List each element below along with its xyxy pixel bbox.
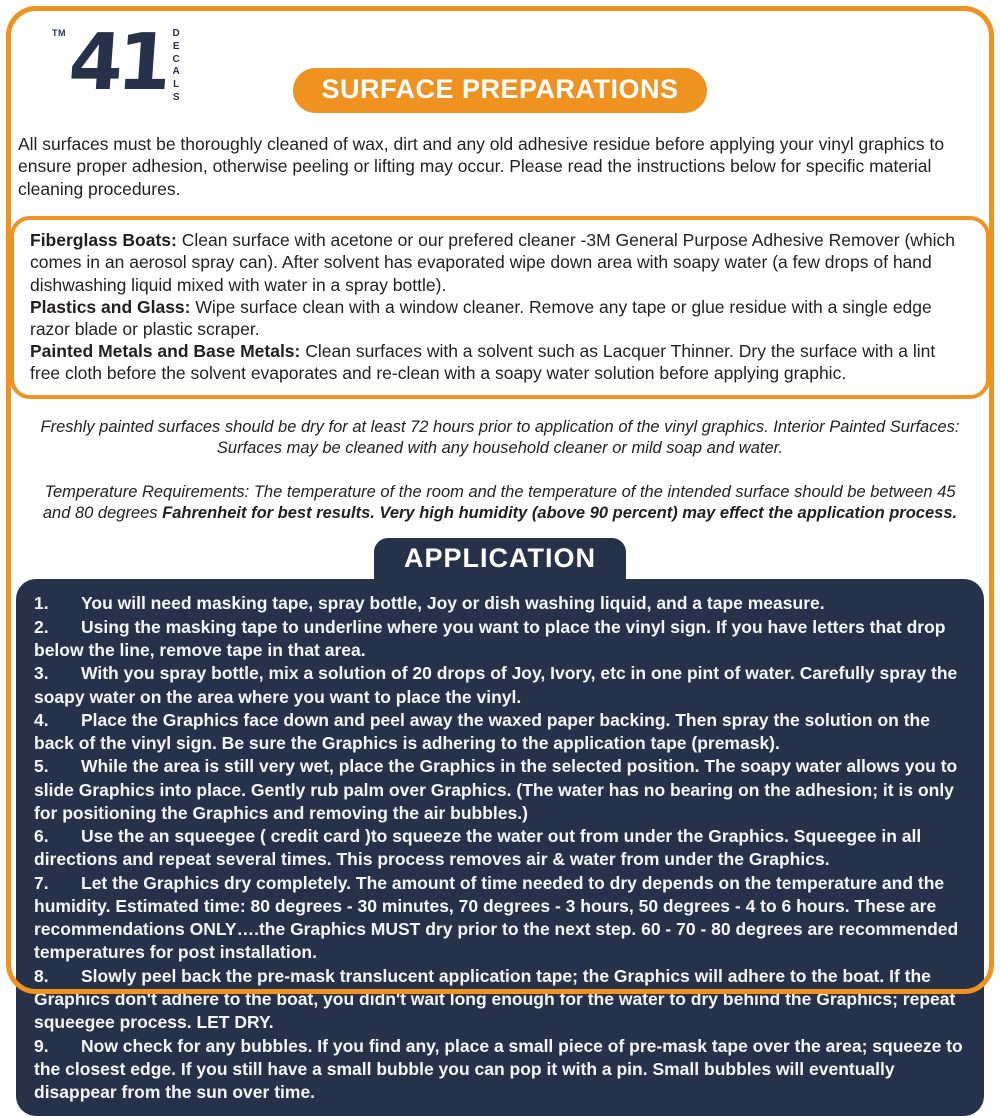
painted-surfaces-note: Freshly painted surfaces should be dry for at least 72 hours prior to application of the vinyl graphics. Interior Painted Surfaces: Surfaces may be cleaned with any household cleaner or mild soap and water. [40, 417, 960, 458]
material-paragraph-plastics [30, 296, 970, 340]
application-heading: APPLICATION [374, 538, 626, 581]
material-paragraph-fiberglass [30, 229, 970, 296]
logo-letter: C [172, 53, 180, 65]
application-step-5 [34, 755, 966, 825]
step-number: 7. [34, 872, 49, 893]
logo-letter: L [173, 79, 180, 91]
application-step-3 [34, 662, 966, 709]
logo-letter: S [172, 91, 180, 103]
step-text: You will need masking tape, spray bottle, Joy or dish washing liquid, and a tape measure. [81, 593, 825, 614]
temperature-note-bold: Fahrenheit for best results. Very high humidity (above 90 percent) may effect the application process. [162, 504, 958, 523]
logo-letter: E [172, 40, 180, 52]
application-step-4 [34, 709, 966, 756]
trademark-symbol: TM [52, 28, 66, 38]
step-text: Slowly peel back the pre-mask translucent application tape; the Graphics will adhere to the boat. If the Graphics don't adhere to the boat, you didn't wait long enough for the water to dry behind the Graphics; repeat squeegee process. LET DRY. [34, 965, 956, 1033]
logo-number: 41 [65, 18, 169, 108]
step-text: Place the Graphics face down and peel away the waxed paper backing. Then spray the solution on the back of the vinyl sign. Be sure the Graphics is adhering to the application tape (premask). [34, 709, 930, 754]
step-number: 2. [34, 616, 49, 637]
logo-letter: A [172, 66, 180, 78]
step-number: 8. [34, 965, 49, 986]
surface-preparations-heading: SURFACE PREPARATIONS [293, 68, 706, 113]
step-number: 3. [34, 663, 49, 684]
material-text: Wipe surface clean with a window cleaner. Remove any tape or glue residue with a single edge razor blade or plastic scraper. [30, 296, 932, 340]
material-label: Fiberglass Boats: [30, 230, 177, 251]
step-number: 9. [34, 1035, 49, 1056]
cleaning-instructions-box [10, 216, 990, 399]
application-step-6 [34, 825, 966, 872]
temperature-note-normal: Temperature Requirements: The temperature of the room and the temperature of the intended surface should be between 45 and 80 degrees [42, 482, 956, 523]
step-number: 1. [34, 593, 49, 614]
step-text: Now check for any bubbles. If you find any, place a small piece of pre-mask tape over the area; squeeze to the closest edge. If you still have a small bubble you can pop it with a pin. Small bubbles will eventually disappear from the sun over time. [34, 1035, 963, 1103]
application-step-7 [34, 872, 966, 965]
intro-paragraph: All surfaces must be thoroughly cleaned of wax, dirt and any old adhesive residue before applying your vinyl graphics to ensure proper adhesion, otherwise peeling or lifting may occur. Please read the instructions below for specific material cleaning procedures. [18, 134, 945, 199]
material-label: Painted Metals and Base Metals: [30, 341, 301, 362]
material-paragraph-painted-metals [30, 340, 970, 384]
step-text: Let the Graphics dry completely. The amount of time needed to dry depends on the temperature and the humidity. Estimated time: 80 degrees - 30 minutes, 70 degrees - 3 hours, 50 degrees - 4 to 6 hours. These are recommendations ONLY….the Graphics MUST dry prior to the next step. 60 - 70 - 80 degrees are recommended temperatures for post installation. [34, 872, 959, 963]
step-text: Using the masking tape to underline where you want to place the vinyl sign. If you have letters that drop below the line, remove tape in that area. [34, 616, 946, 660]
logo-letter: D [172, 28, 180, 39]
step-text: With you spray bottle, mix a solution of 20 drops of Joy, Ivory, etc in one pint of water. Carefully spray the soapy water on the area where you want to place the vinyl. [34, 663, 958, 707]
logo-vertical-text [173, 29, 180, 103]
step-text: While the area is still very wet, place the Graphics in the selected position. The soapy water allows you to slide Graphics into place. Gently rub palm over Graphics. (The water has no bearing on the adhesion; it is only for positioning the Graphics and removing the air bubbles.) [34, 756, 958, 823]
application-step-1 [34, 592, 966, 615]
application-steps-box [16, 579, 984, 1116]
material-label: Plastics and Glass: [30, 296, 191, 317]
brand-logo [52, 18, 180, 108]
temperature-requirements-note [30, 482, 970, 525]
step-text: Use the an squeegee ( credit card )to squeeze the water out from under the Graphics. Squeegee in all directions and repeat several times. This process removes air & water from under the Graphics. [34, 826, 922, 870]
step-number: 6. [34, 826, 49, 847]
step-number: 4. [34, 709, 49, 730]
material-text: Clean surfaces with a solvent such as Lacquer Thinner. Dry the surface with a lint free cloth before the solvent evaporates and re-clean with a soapy water solution before applying graphic. [30, 341, 936, 384]
application-step-2 [34, 616, 966, 663]
application-step-9 [34, 1035, 966, 1105]
step-number: 5. [34, 756, 49, 777]
material-text: Clean surface with acetone or our prefered cleaner -3M General Purpose Adhesive Remover (which comes in an aerosol spray can). After solvent has evaporated wipe down area with soapy water (a few drops of hand dishwashing liquid mixed with water in a spray bottle). [30, 230, 956, 295]
